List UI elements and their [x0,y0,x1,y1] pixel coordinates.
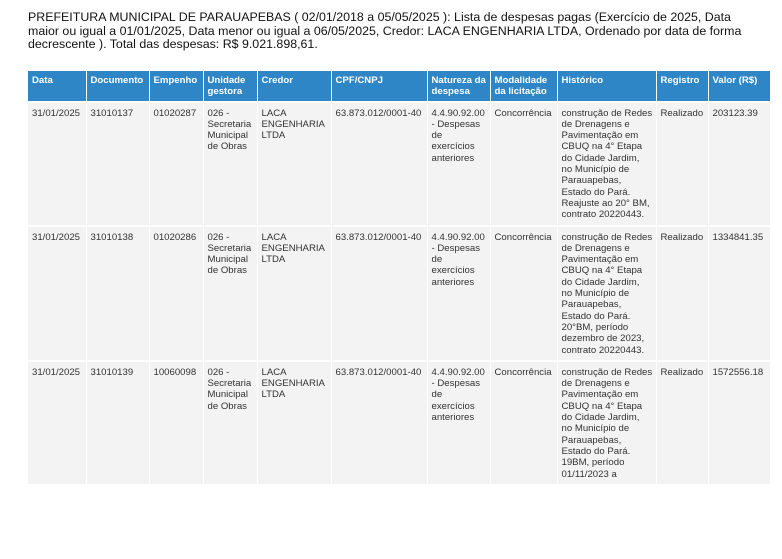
cell-documento: 31010138 [86,226,149,361]
cell-unidade-gestora: 026 - Secretaria Municipal de Obras [203,361,257,484]
cell-valor: 203123.39 [708,102,770,226]
cell-data: 31/01/2025 [28,361,86,484]
cell-registro: Realizado [656,361,708,484]
cell-credor: LACA ENGENHARIA LTDA [257,361,331,484]
cell-registro: Realizado [656,226,708,361]
cell-natureza-despesa: 4.4.90.92.00 - Despesas de exercícios anteriores [427,226,490,361]
expenses-table [28,71,770,484]
cell-credor: LACA ENGENHARIA LTDA [257,226,331,361]
column-header-valor[interactable]: Valor (R$) [708,71,770,102]
cell-data: 31/01/2025 [28,226,86,361]
cell-registro: Realizado [656,102,708,226]
cell-empenho: 10060098 [149,361,203,484]
column-header-registro[interactable]: Registro [656,71,708,102]
cell-valor: 1572556.18 [708,361,770,484]
table-row [28,226,770,361]
column-header-credor[interactable]: Credor [257,71,331,102]
column-header-natureza-despesa[interactable]: Natureza da despesa [427,71,490,102]
cell-natureza-despesa: 4.4.90.92.00 - Despesas de exercícios anteriores [427,102,490,226]
cell-modalidade-licitacao: Concorrência [490,102,557,226]
cell-unidade-gestora: 026 - Secretaria Municipal de Obras [203,226,257,361]
cell-valor: 1334841.35 [708,226,770,361]
table-row [28,361,770,484]
cell-empenho: 01020287 [149,102,203,226]
cell-unidade-gestora: 026 - Secretaria Municipal de Obras [203,102,257,226]
cell-modalidade-licitacao: Concorrência [490,361,557,484]
cell-cpf-cnpj: 63.873.012/0001-40 [331,361,427,484]
column-header-modalidade-licitacao[interactable]: Modalidade da licitação [490,71,557,102]
report-summary: PREFEITURA MUNICIPAL DE PARAUAPEBAS ( 02/01/2018 a 05/05/2025 ): Lista de despesas pagas (Exercício de 2025, Data maior ou igual a 01/01/2025, Data menor ou igual a 06/05/2025, Credor: LACA ENGENHARIA LTDA, Ordenado por data de forma decrescente ). Total das despesas: R$ 9.021.898,61. [28,10,742,52]
cell-credor: LACA ENGENHARIA LTDA [257,102,331,226]
column-header-unidade-gestora[interactable]: Unidade gestora [203,71,257,102]
cell-modalidade-licitacao: Concorrência [490,226,557,361]
cell-historico: construção de Redes de Drenagens e Pavimentação em CBUQ na 4° Etapa do Cidade Jardim, no Município de Parauapebas, Estado do Pará. 20°BM, período dezembro de 2023, contrato 20220443. [557,226,656,361]
cell-historico: construção de Redes de Drenagens e Pavimentação em CBUQ na 4° Etapa do Cidade Jardim, no Município de Parauapebas, Estado do Pará. Reajuste ao 20° BM, contrato 20220443. [557,102,656,226]
cell-historico: construção de Redes de Drenagens e Pavimentação em CBUQ na 4° Etapa do Cidade Jardim, no Município de Parauapebas, Estado do Pará. 19BM, período 01/11/2023 a [557,361,656,484]
column-header-cpf-cnpj[interactable]: CPF/CNPJ [331,71,427,102]
column-header-documento[interactable]: Documento [86,71,149,102]
cell-cpf-cnpj: 63.873.012/0001-40 [331,226,427,361]
cell-documento: 31010139 [86,361,149,484]
cell-data: 31/01/2025 [28,102,86,226]
cell-documento: 31010137 [86,102,149,226]
table-header-row [28,71,770,102]
column-header-empenho[interactable]: Empenho [149,71,203,102]
cell-natureza-despesa: 4.4.90.92.00 - Despesas de exercícios anteriores [427,361,490,484]
column-header-data[interactable]: Data [28,71,86,102]
cell-empenho: 01020286 [149,226,203,361]
table-row [28,102,770,226]
cell-cpf-cnpj: 63.873.012/0001-40 [331,102,427,226]
column-header-historico[interactable]: Histórico [557,71,656,102]
